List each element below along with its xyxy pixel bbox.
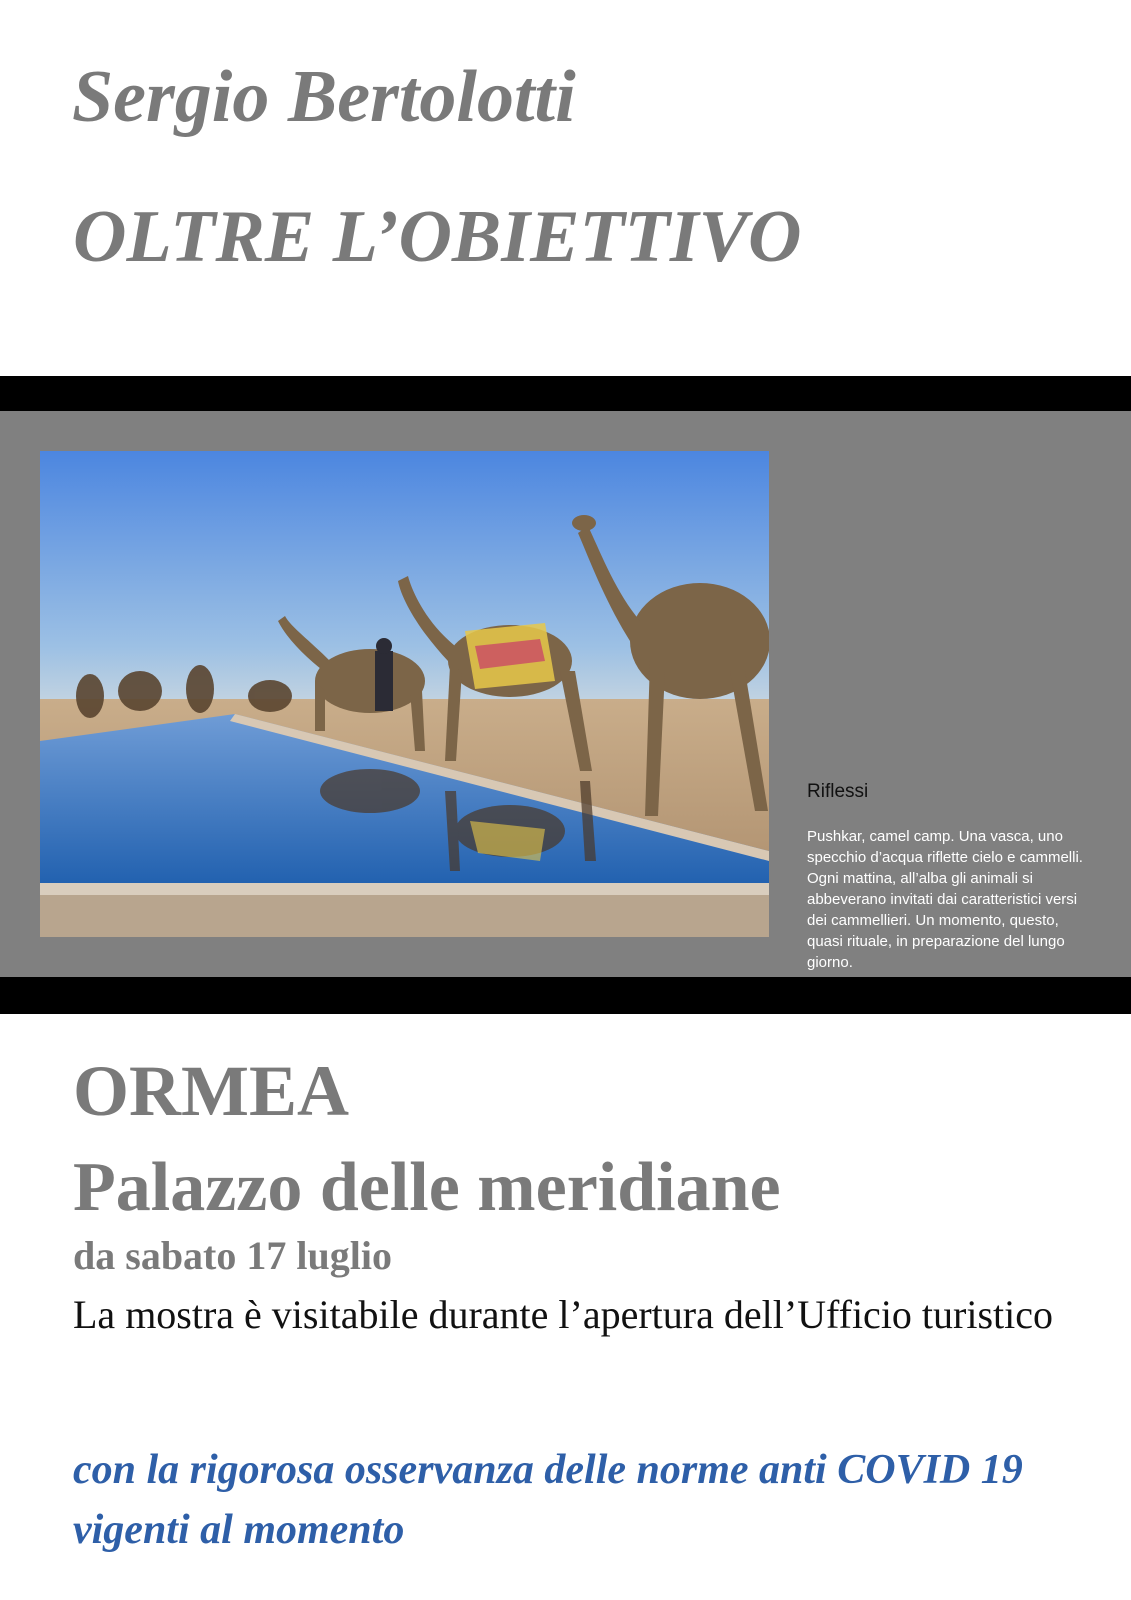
visiting-note: La mostra è visitabile durante l’apertura dell’Ufficio turistico xyxy=(73,1292,1054,1337)
author-name: Sergio Bertolotti xyxy=(72,56,576,138)
exhibition-title: OLTRE L’OBIETTIVO xyxy=(73,196,802,278)
photo-caption-text: Pushkar, camel camp. Una vasca, uno specchio d’acqua riflette cielo e cammelli. Ogni mattina, all’alba gli animali si abbeverano invitati dai caratteristici versi dei cammellieri. Un momento, questo, quasi rituale, in preparazione del lungo giorno. xyxy=(807,828,1083,971)
photo-band xyxy=(0,376,1131,1014)
photo-caption-title: Riflessi xyxy=(807,781,869,802)
photo-panel xyxy=(0,411,1131,977)
camels-drinking-reflection-photo xyxy=(40,451,769,937)
venue-heading: Palazzo delle meridiane xyxy=(73,1149,781,1226)
exhibition-date: da sabato 17 luglio xyxy=(73,1233,392,1278)
city-heading: ORMEA xyxy=(73,1051,349,1131)
covid-note: con la rigorosa osservanza delle norme anti COVID 19 vigenti al momento xyxy=(73,1447,1023,1553)
